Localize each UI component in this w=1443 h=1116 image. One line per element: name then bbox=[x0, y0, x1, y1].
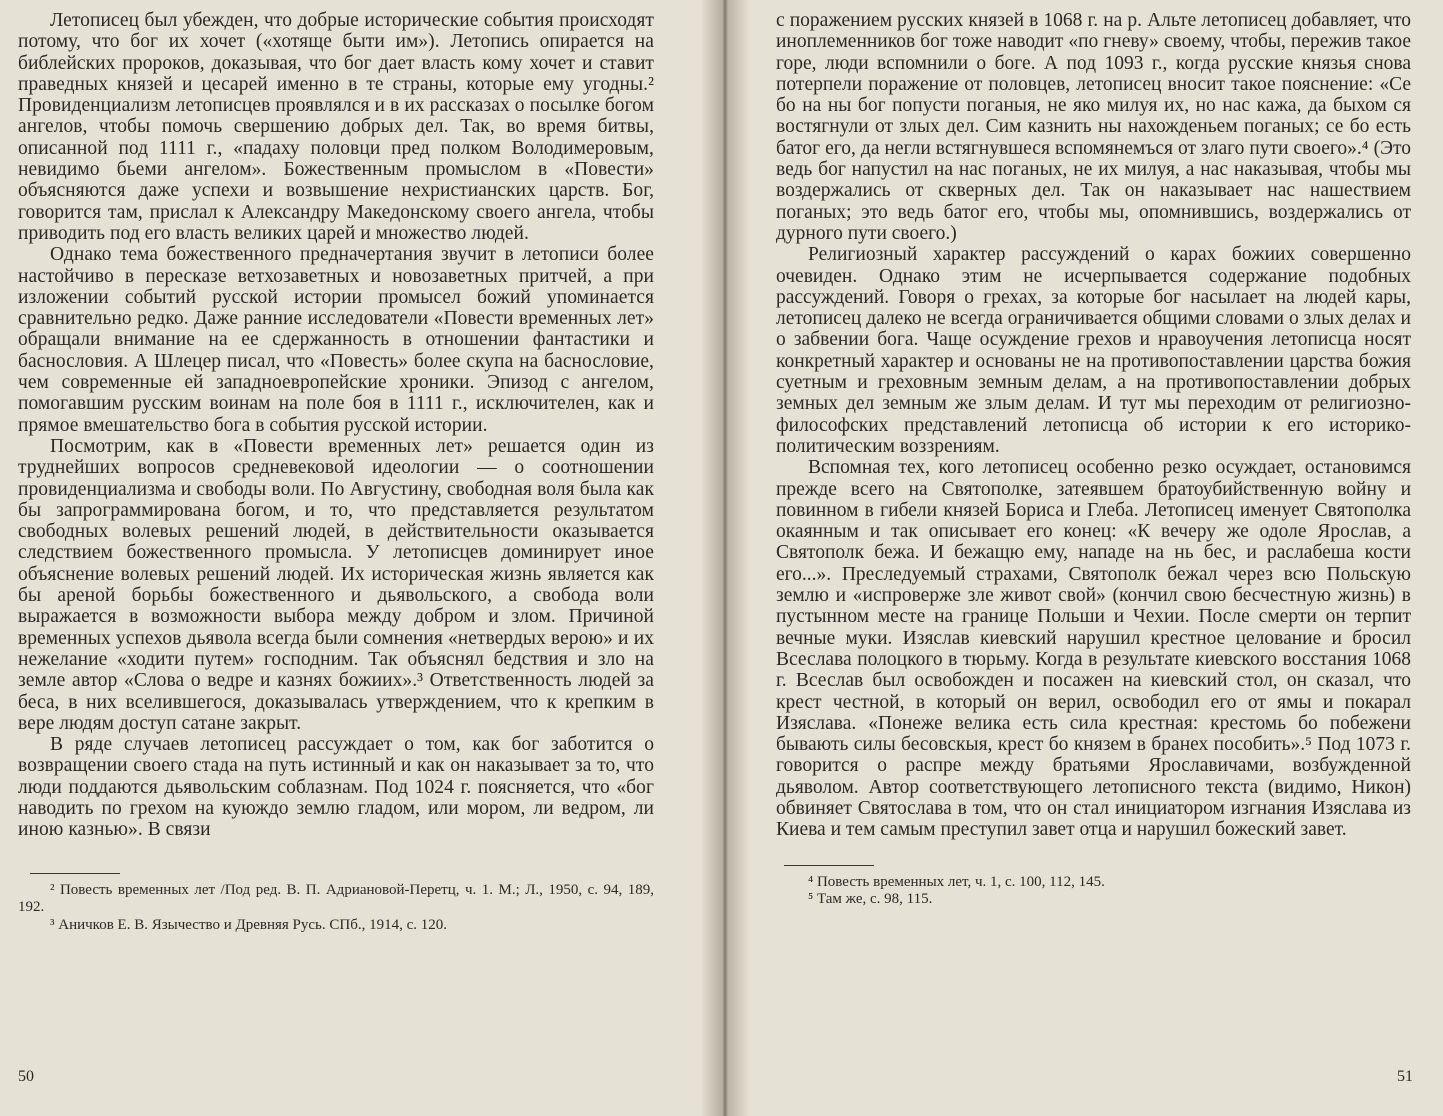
right-footnotes bbox=[776, 874, 1411, 909]
left-footnotes bbox=[18, 882, 654, 935]
page-number: 51 bbox=[1397, 1068, 1413, 1085]
paragraph: Однако тема божественного предначертания звучит в летописи более настойчиво в пересказе ветхозаветных и новозаветных притчей, а при изложении событий русской истории промысел божий упоминается сравнительно редко. Даже ранние исследователи «Повести временных лет» обращали внимание на ее сдержанность в отношении фантастики и баснословия. А Шлецер писал, что «Повесть» более скупа на баснословие, чем современные ей западноевропейские хроники. Эпизод с ангелом, помогавшим русским воинам на поле боя в 1111 г., исключителен, как и прямое вмешательство бога в события русской истории. bbox=[18, 244, 654, 436]
right-body-text bbox=[776, 10, 1411, 841]
footnote-divider bbox=[784, 865, 874, 866]
right-page bbox=[720, 0, 1443, 1116]
paragraph: Вспомная тех, кого летописец особенно резко осуждает, остановимся прежде всего на Святополке, затеявшем братоубийственную войну и повинном в гибели князей Бориса и Глеба. Летописец именует Святополка окаянным и так описывает его конец: «К вечеру же одоле Ярослав, а Святополк бежа. И бежащю ему, нападе на нь бес, и раслабеша кости его...». Преследуемый страхами, Святополк бежал через всю Польскую землю и «испроверже зле живот свой» (кончил свою бесчестную жизнь) в пустынном месте на границе Польши и Чехии. После смерти он терпит вечные муки. Изяслав киевский нарушил крестное целование и бросил Всеслава полоцкого в тюрьму. Когда в результате киевского восстания 1068 г. Всеслав был освобожден и посажен на киевский стол, он сказал, что крест честной, в который он верил, освободил его от ямы и покарал Изяслава. «Понеже велика есть сила крестная: крестомь бо побежени бывають силы бесовскыя, крест бо князем в бранех пособить».⁵ Под 1073 г. говорится о распре между братьями Ярославичами, возбужденной дьяволом. Автор соответствующего летописного текста (видимо, Никон) обвиняет Святослава в том, что он стал инициатором изгнания Изяслава из Киева и тем самым преступил завет отца и нарушил божеский завет. bbox=[776, 457, 1411, 841]
paragraph: Религиозный характер рассуждений о карах божиих совершенно очевиден. Однако этим не исчерпывается содержание подобных рассуждений. Говоря о грехах, за которые бог насылает на людей кары, летописец далеко не всегда ограничивается общими словами о злых делах и о забвении бога. Чаще осуждение грехов и нравоучения летописца носят конкретный характер и основаны не на противопоставлении царства божия суетным и греховным земным делам, а на противопоставлении добрых земных дел земным же злым делам. И тут мы переходим от религиозно-философских представлений летописца об истории к его историко-политическим воззрениям. bbox=[776, 244, 1411, 457]
left-body-text bbox=[18, 10, 654, 841]
paragraph: с поражением русских князей в 1068 г. на р. Альте летописец добавляет, что иноплеменников бог тоже наводит «по гневу» своему, чтобы, пережив такое горе, люди вспомнили о боге. А под 1093 г., когда русские князья снова потерпели поражение от половцев, летописец вносит такое пояснение: «Се бо на ны бог попусти поганыя, не яко милуя их, но нас кажа, да быхом ся востягнули от злых дел. Сим казнить ны нахожденьем поганых; се бо есть батог его, да негли встягнувшеся вспомянемъся от злаго пути своего».⁴ (Это ведь бог напустил на нас поганых, не их милуя, а нас наказывая, чтобы мы воздержались от скверных дел. Так он наказывает нас нашествием поганых; это ведь батог его, чтобы мы, опомнившись, воздержались от дурного пути своего.) bbox=[776, 10, 1411, 244]
footnote: ³ Аничков Е. В. Язычество и Древняя Русь. СПб., 1914, с. 120. bbox=[50, 916, 448, 933]
footnote: ⁴ Повесть временных лет, ч. 1, с. 100, 112, 145. bbox=[808, 873, 1105, 890]
page-number: 50 bbox=[18, 1068, 34, 1085]
paragraph: В ряде случаев летописец рассуждает о том, как бог заботится о возвращении своего стада на путь истинный и как он наказывает за то, что люди поддаются дьявольским соблазнам. Под 1024 г. поясняется, что «бог наводить по грехом на куюждо землю гладом, или мором, ли ведром, ли иною казнью». В связи bbox=[18, 734, 654, 841]
paragraph: Посмотрим, как в «Повести временных лет» решается один из труднейших вопросов средневековой идеологии — о соотношении провиденциализма и свободы воли. По Августину, свободная воля была как бы запрограммирована богом, и то, что представляется результатом свободных волевых решений людей, в действительности оказывается следствием божественного промысла. У летописцев доминирует иное объяснение волевых решений людей. Их историческая жизнь является как бы ареной борьбы божественного и дьявольского, а свобода воли выражается в возможности выбора между добром и злом. Причиной временных успехов дьявола всегда были сомнения «нетвердых верою» и их нежелание «ходити путем» господним. Так объяснял бедствия и зло на земле автор «Слова о ведре и казнях божиих».³ Ответственность людей за беса, в них вселившегося, доказывалась утверждением, что к крепким в вере людям доступ сатане закрыт. bbox=[18, 435, 654, 734]
paragraph: Летописец был убежден, что добрые исторические события происходят потому, что бог их хочет («хотяще быти им»). Летопись опирается на библейских пророков, доказывая, что бог дает власть кому хочет и ставит праведных князей и цесарей именно в те страны, которые ему угодны.² Провиденциализм летописцев проявлялся и в их рассказах о посылке богом ангелов, чтобы помочь свершению добрых дел. Так, во время битвы, описанной под 1111 г., «падаху половци пред полком Володимеровым, невидимо бьеми ангелом». Божественным промыслом в «Повести» объясняются даже успехи и возвышение нехристианских царств. Бог, говорится там, прислал к Александру Македонскому своего ангела, чтобы приводить под его власть великих царей и множество людей. bbox=[18, 10, 654, 244]
left-page bbox=[0, 0, 720, 1116]
footnote: ² Повесть временных лет /Под ред. В. П. Адриановой-Перетц, ч. 1. М.; Л., 1950, с. 94, 189, 192. bbox=[18, 881, 654, 916]
footnote: ⁵ Там же, с. 98, 115. bbox=[808, 891, 933, 908]
footnote-divider bbox=[30, 873, 120, 874]
